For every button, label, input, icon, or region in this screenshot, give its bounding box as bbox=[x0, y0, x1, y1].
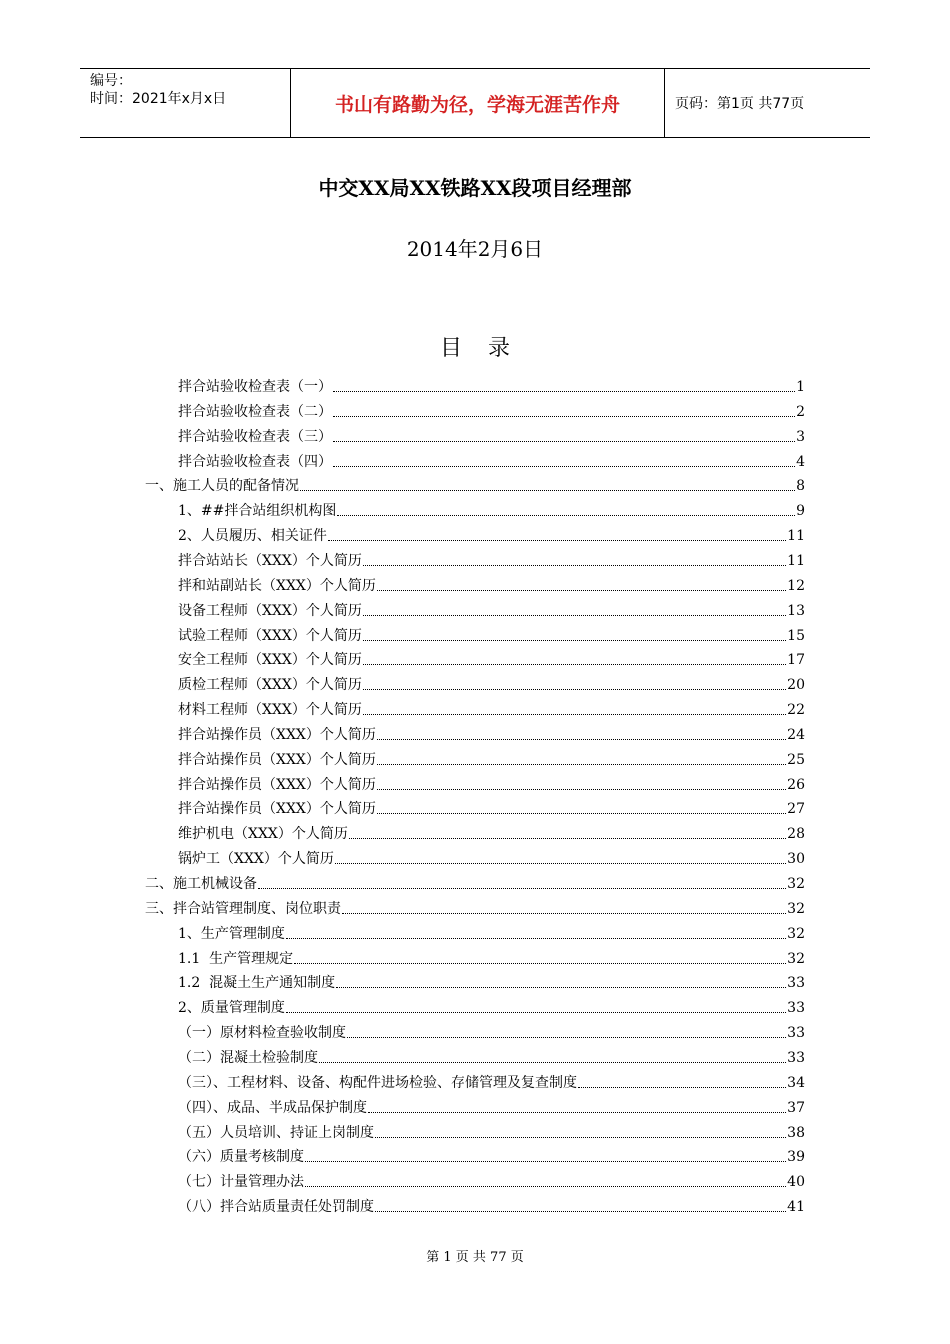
toc-entry-title: 拌合站站长（XXX）个人简历 bbox=[178, 552, 362, 569]
toc-entry[interactable] bbox=[178, 1167, 805, 1191]
toc-entry-page: 11 bbox=[787, 552, 805, 569]
toc-entry-title: 拌合站验收检查表（四） bbox=[178, 453, 332, 470]
toc-entry-title: 1.1 生产管理规定 bbox=[178, 950, 294, 967]
toc-entry[interactable] bbox=[178, 794, 805, 818]
toc-title: 目录 bbox=[439, 336, 536, 361]
toc-dot-leader bbox=[377, 739, 786, 740]
toc-entry-page: 33 bbox=[787, 975, 805, 992]
toc-entry-title: 拌合站操作员（XXX）个人简历 bbox=[178, 726, 376, 743]
toc-entry-title: （三）、工程材料、设备、构配件进场检验、存储管理及复查制度 bbox=[178, 1074, 577, 1091]
toc-dot-leader bbox=[377, 789, 786, 790]
toc-dot-leader bbox=[319, 1062, 786, 1063]
toc-entry-title: 质检工程师（XXX）个人简历 bbox=[178, 677, 362, 694]
toc-entry-title: 维护机电（XXX）个人简历 bbox=[178, 826, 348, 843]
toc-entry-page: 2 bbox=[796, 403, 805, 420]
toc-entry-title: （二）混凝土检验制度 bbox=[178, 1049, 318, 1066]
toc-entry-page: 37 bbox=[787, 1099, 805, 1116]
toc-entry-page: 3 bbox=[796, 428, 805, 445]
toc-entry-page: 9 bbox=[796, 503, 805, 520]
toc-dot-leader bbox=[368, 1112, 786, 1113]
toc-dot-leader bbox=[328, 540, 786, 541]
toc-entry-page: 20 bbox=[787, 677, 805, 694]
toc-entry-title: 安全工程师（XXX）个人简历 bbox=[178, 652, 362, 669]
page-header bbox=[80, 68, 870, 138]
toc-dot-leader bbox=[347, 1037, 786, 1038]
toc-entry[interactable] bbox=[178, 571, 805, 595]
page-footer: 第 1 页 共 77 页 bbox=[426, 1250, 524, 1265]
document-number-label: 编号： bbox=[90, 73, 132, 89]
toc-entry[interactable] bbox=[178, 422, 805, 446]
document-date: 2014年2月6日 bbox=[406, 237, 544, 261]
toc-entry[interactable] bbox=[178, 720, 805, 744]
toc-dot-leader bbox=[333, 416, 795, 417]
toc-entry[interactable] bbox=[178, 397, 805, 421]
toc-entry[interactable] bbox=[178, 1142, 805, 1166]
toc-entry[interactable] bbox=[178, 546, 805, 570]
toc-entry-title: 二、施工机械设备 bbox=[145, 876, 257, 892]
toc-entry-page: 32 bbox=[787, 900, 805, 917]
toc-dot-leader bbox=[363, 640, 786, 641]
toc-dot-leader bbox=[258, 888, 786, 889]
toc-entry-page: 17 bbox=[787, 652, 805, 669]
toc-entry-page: 33 bbox=[787, 1025, 805, 1042]
document-time-label: 时间：2021年x月x日 bbox=[90, 91, 227, 107]
toc-entry-page: 13 bbox=[787, 602, 805, 619]
toc-entry[interactable] bbox=[178, 496, 805, 520]
toc-entry[interactable] bbox=[178, 372, 805, 396]
toc-entry[interactable] bbox=[178, 944, 805, 968]
toc-entry-title: 一、施工人员的配备情况 bbox=[145, 478, 299, 495]
toc-entry[interactable] bbox=[178, 1043, 805, 1067]
toc-entry-page: 41 bbox=[787, 1199, 805, 1216]
toc-entry[interactable] bbox=[145, 869, 805, 893]
toc-entry-page: 25 bbox=[787, 751, 805, 768]
toc-entry-title: 拌和站副站长（XXX）个人简历 bbox=[178, 577, 376, 594]
toc-dot-leader bbox=[333, 391, 795, 392]
toc-entry-title: （一）原材料检查验收制度 bbox=[178, 1025, 346, 1042]
toc-dot-leader bbox=[349, 838, 786, 839]
toc-entry[interactable] bbox=[178, 1118, 805, 1142]
toc-entry[interactable] bbox=[178, 621, 805, 645]
toc-entry-title: 1、生产管理制度 bbox=[178, 925, 285, 942]
toc-entry-page: 34 bbox=[787, 1074, 805, 1091]
toc-entry-page: 32 bbox=[787, 925, 805, 942]
toc-entry-page: 32 bbox=[787, 876, 805, 892]
toc-entry-page: 39 bbox=[787, 1149, 805, 1166]
toc-entry[interactable] bbox=[178, 670, 805, 694]
toc-entry[interactable] bbox=[178, 596, 805, 620]
toc-dot-leader bbox=[375, 1211, 786, 1212]
toc-entry-title: （七）计量管理办法 bbox=[178, 1174, 304, 1191]
toc-entry[interactable] bbox=[178, 521, 805, 545]
toc-entry-title: 拌合站操作员（XXX）个人简历 bbox=[178, 801, 376, 818]
toc-dot-leader bbox=[363, 615, 786, 616]
toc-entry[interactable] bbox=[178, 819, 805, 843]
toc-dot-leader bbox=[375, 1137, 786, 1138]
toc-dot-leader bbox=[363, 664, 786, 665]
toc-dot-leader bbox=[342, 913, 786, 914]
toc-entry-page: 27 bbox=[787, 801, 805, 818]
toc-entry[interactable] bbox=[178, 770, 805, 794]
toc-dot-leader bbox=[363, 689, 786, 690]
toc-entry[interactable] bbox=[178, 919, 805, 943]
toc-dot-leader bbox=[305, 1186, 786, 1187]
toc-dot-leader bbox=[286, 1012, 786, 1013]
header-page-info: 页码：第1页 共77页 bbox=[675, 96, 805, 112]
toc-dot-leader bbox=[333, 441, 795, 442]
toc-entry-page: 28 bbox=[787, 826, 805, 843]
toc-entry-title: （八）拌合站质量责任处罚制度 bbox=[178, 1199, 374, 1216]
toc-entry[interactable] bbox=[178, 1018, 805, 1042]
toc-entry[interactable] bbox=[145, 471, 805, 495]
toc-entry[interactable] bbox=[178, 745, 805, 769]
toc-dot-leader bbox=[333, 466, 795, 467]
toc-entry-page: 32 bbox=[787, 950, 805, 967]
toc-entry[interactable] bbox=[178, 968, 805, 992]
toc-dot-leader bbox=[377, 764, 786, 765]
toc-dot-leader bbox=[377, 813, 786, 814]
toc-entry[interactable] bbox=[178, 844, 805, 868]
toc-dot-leader bbox=[578, 1087, 786, 1088]
header-motto: 书山有路勤为径，学海无涯苦作舟 bbox=[291, 69, 665, 137]
toc-entry-page: 1 bbox=[796, 379, 805, 395]
toc-entry-title: 三、拌合站管理制度、岗位职责 bbox=[145, 900, 341, 917]
toc-entry[interactable] bbox=[178, 1093, 805, 1117]
toc-entry-page: 40 bbox=[787, 1174, 805, 1191]
toc-entry[interactable] bbox=[178, 1192, 805, 1216]
toc-entry-page: 8 bbox=[796, 478, 805, 495]
toc-entry-title: 拌合站操作员（XXX）个人简历 bbox=[178, 751, 376, 768]
toc-entry-page: 30 bbox=[787, 851, 805, 868]
toc-dot-leader bbox=[336, 987, 786, 988]
toc-entry-title: 拌合站验收检查表（一） bbox=[178, 379, 332, 395]
toc-entry[interactable] bbox=[145, 894, 805, 918]
toc-entry-title: 1.2 混凝土生产通知制度 bbox=[178, 975, 336, 992]
toc-entry-title: 材料工程师（XXX）个人简历 bbox=[178, 702, 362, 719]
toc-entry-title: 拌合站验收检查表（二） bbox=[178, 403, 332, 420]
toc-dot-leader bbox=[363, 565, 786, 566]
organization-title: 中交XX局XX铁路XX段项目经理部 bbox=[318, 176, 632, 200]
toc-entry-page: 4 bbox=[796, 453, 805, 470]
toc-dot-leader bbox=[335, 863, 786, 864]
toc-entry-title: （六）质量考核制度 bbox=[178, 1149, 304, 1166]
toc-entry-title: 2、人员履历、相关证件 bbox=[178, 528, 327, 545]
toc-entry-title: （五）人员培训、持证上岗制度 bbox=[178, 1124, 374, 1141]
toc-dot-leader bbox=[377, 590, 786, 591]
toc-dot-leader bbox=[305, 1161, 786, 1162]
toc-entry-title: 试验工程师（XXX）个人简历 bbox=[178, 627, 362, 644]
toc-entry-page: 11 bbox=[787, 528, 805, 545]
toc-entry-page: 12 bbox=[787, 577, 805, 594]
toc-entry-page: 15 bbox=[787, 627, 805, 644]
toc-entry-title: 锅炉工（XXX）个人简历 bbox=[178, 851, 334, 868]
toc-entry[interactable] bbox=[178, 1068, 805, 1092]
toc-entry-title: 拌合站验收检查表（三） bbox=[178, 428, 332, 445]
toc-entry-page: 38 bbox=[787, 1124, 805, 1141]
toc-dot-leader bbox=[337, 515, 795, 516]
toc-entry-page: 33 bbox=[787, 1000, 805, 1017]
toc-entry-title: 1、##拌合站组织机构图 bbox=[178, 503, 337, 520]
toc-entry-title: （四）、成品、半成品保护制度 bbox=[178, 1099, 367, 1116]
toc-entry[interactable] bbox=[178, 993, 805, 1017]
toc-entry[interactable] bbox=[178, 695, 805, 719]
header-left-cell bbox=[80, 69, 291, 137]
toc-dot-leader bbox=[363, 714, 786, 715]
toc-dot-leader bbox=[300, 490, 795, 491]
toc-entry-page: 33 bbox=[787, 1049, 805, 1066]
toc-dot-leader bbox=[286, 938, 786, 939]
toc-entry-title: 拌合站操作员（XXX）个人简历 bbox=[178, 776, 376, 793]
toc-entry-title: 设备工程师（XXX）个人简历 bbox=[178, 602, 362, 619]
toc-dot-leader bbox=[294, 963, 786, 964]
toc-entry[interactable] bbox=[178, 447, 805, 471]
toc-entry-page: 22 bbox=[787, 702, 805, 719]
toc-entry-page: 26 bbox=[787, 776, 805, 793]
toc-entry-page: 24 bbox=[787, 726, 805, 743]
toc-entry[interactable] bbox=[178, 645, 805, 669]
toc-entry-title: 2、质量管理制度 bbox=[178, 1000, 285, 1017]
